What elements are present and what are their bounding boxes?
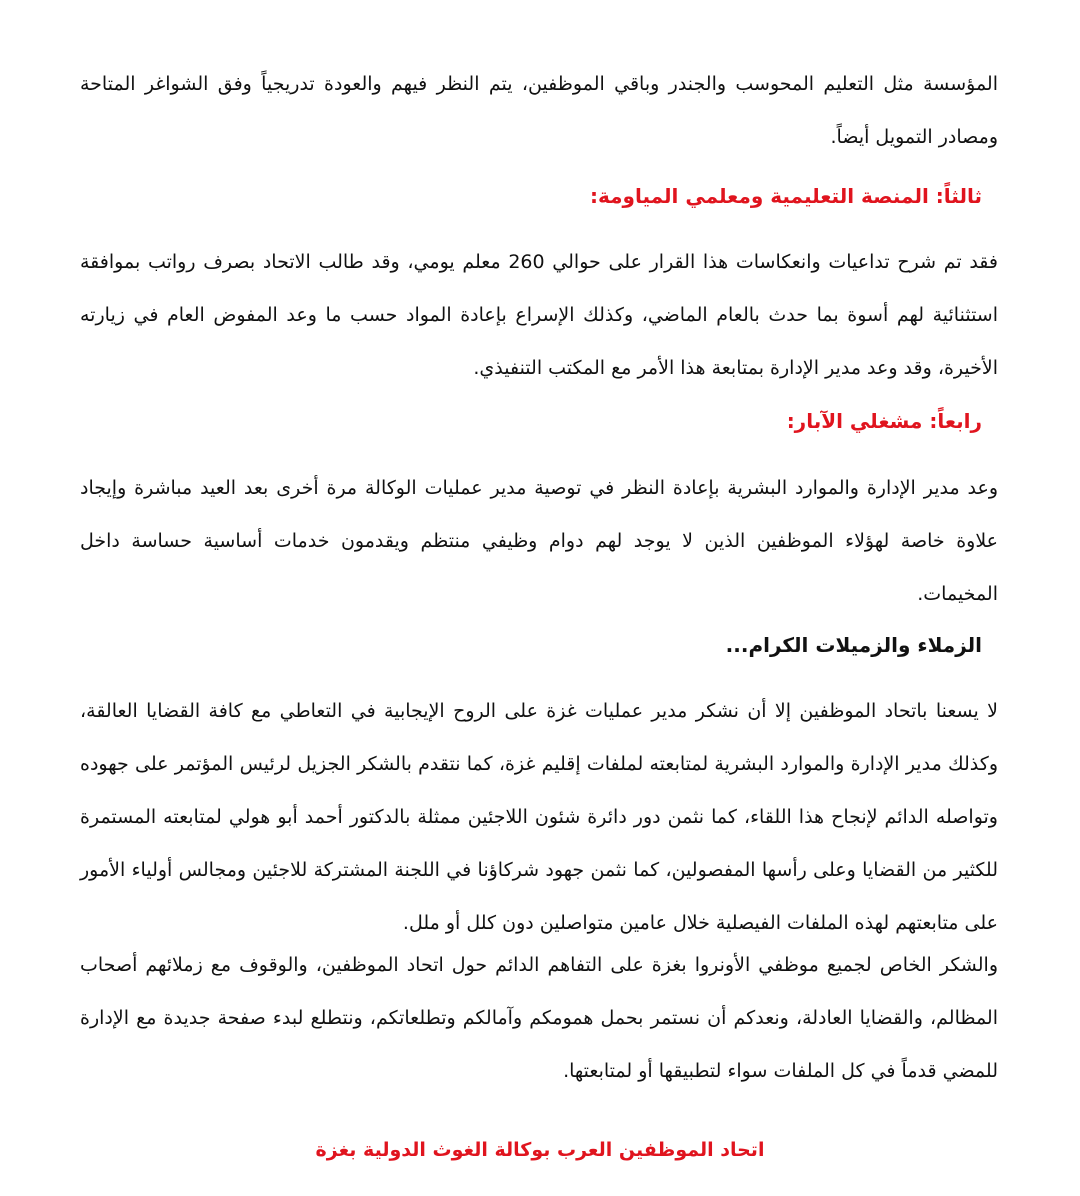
paragraph-funding: المؤسسة مثل التعليم المحوسب والجندر وباقي الموظفين، يتم النظر فيهم والعودة تدريجياً وفق الشواغر المتاحة ومصادر التمويل أيضاً. <box>80 73 998 148</box>
union-signature: اتحاد الموظفين العرب بوكالة الغوث الدولية بغزة <box>315 1139 765 1161</box>
paragraph-thanks: لا يسعنا باتحاد الموظفين إلا أن نشكر مدير عمليات غزة على الروح الإيجابية في التعاطي مع كافة القضايا العالقة، وكذلك مدير الإدارة والموارد البشرية لمتابعته لملفات إقليم غزة، كما نتقدم بالشكر الجزيل لرئيس المؤتمر على جهوده وتواصله الدائم لإنجاح هذا اللقاء، كما نثمن دور دائرة شئون اللاجئين ممثلة بالدكتور أحمد أبو هولي لمتابعته المستمرة للكثير من القضايا وعلى رأسها المفصولين، كما نثمن جهود شركاؤنا في اللجنة المشتركة للاجئين ومجالس أولياء الأمور على متابعتهم لهذه الملفات الفيصلية خلال عامين متواصلين دون كلل أو ملل. <box>80 700 998 934</box>
section-heading-well-operators: رابعاً: مشغلي الآبار: <box>786 409 982 433</box>
paragraph-daily-teachers: فقد تم شرح تداعيات وانعكاسات هذا القرار على حوالي 260 معلم يومي، وقد طالب الاتحاد بصرف رواتب بموافقة استثنائية لهم أسوة بما حدث بالعام الماضي، وكذلك الإسراع بإعادة المواد حسب ما وعد المفوض العام في زيارته الأخيرة، وقد وعد مدير الإدارة بمتابعة هذا الأمر مع المكتب التنفيذي. <box>80 251 998 379</box>
paragraph-special-thanks: والشكر الخاص لجميع موظفي الأونروا بغزة على التفاهم الدائم حول اتحاد الموظفين، والوقوف مع زملائهم أصحاب المظالم، والقضايا العادلة، ونعدكم أن نستمر بحمل همومكم وآمالكم وتطلعاتكم، ونتطلع لبدء صفحة جديدة مع الإدارة للمضي قدماً في كل الملفات سواء لتطبيقها أو لمتابعتها. <box>80 954 998 1082</box>
colleagues-heading: الزملاء والزميلات الكرام... <box>725 633 982 657</box>
paragraph-well-operators: وعد مدير الإدارة والموارد البشرية بإعادة النظر في توصية مدير عمليات الوكالة مرة أخرى بعد العيد مباشرة وإيجاد علاوة خاصة لهؤلاء الموظفين الذين لا يوجد لهم دوام وظيفي منتظم ويقدمون خدمات أساسية حساسة داخل المخيمات. <box>80 477 998 605</box>
section-heading-education-platform: ثالثاً: المنصة التعليمية ومعلمي المياومة: <box>590 184 982 208</box>
